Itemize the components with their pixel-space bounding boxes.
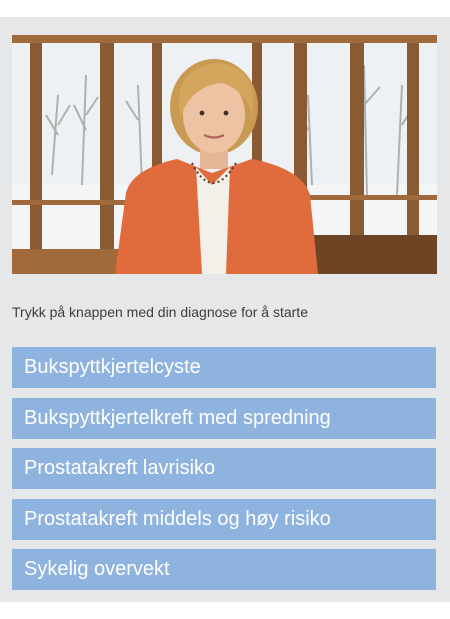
diagnosis-button-bukspyttkjertelcyste[interactable]: Bukspyttkjertelcyste: [12, 347, 436, 388]
video-still: [12, 35, 437, 274]
diagnosis-panel: [0, 17, 450, 602]
diagnosis-button-prostatakreft-lavrisiko[interactable]: Prostatakreft lavrisiko: [12, 448, 436, 489]
diagnosis-button-sykelig-overvekt[interactable]: Sykelig overvekt: [12, 549, 436, 590]
diagnosis-button-prostatakreft-middels-og-hoy-risiko[interactable]: Prostatakreft middels og høy risiko: [12, 499, 436, 540]
instruction-text: Trykk på knappen med din diagnose for å starte: [12, 304, 308, 320]
diagnosis-button-bukspyttkjertelkreft-med-spredning[interactable]: Bukspyttkjertelkreft med spredning: [12, 398, 436, 439]
intro-video[interactable]: [12, 35, 437, 274]
